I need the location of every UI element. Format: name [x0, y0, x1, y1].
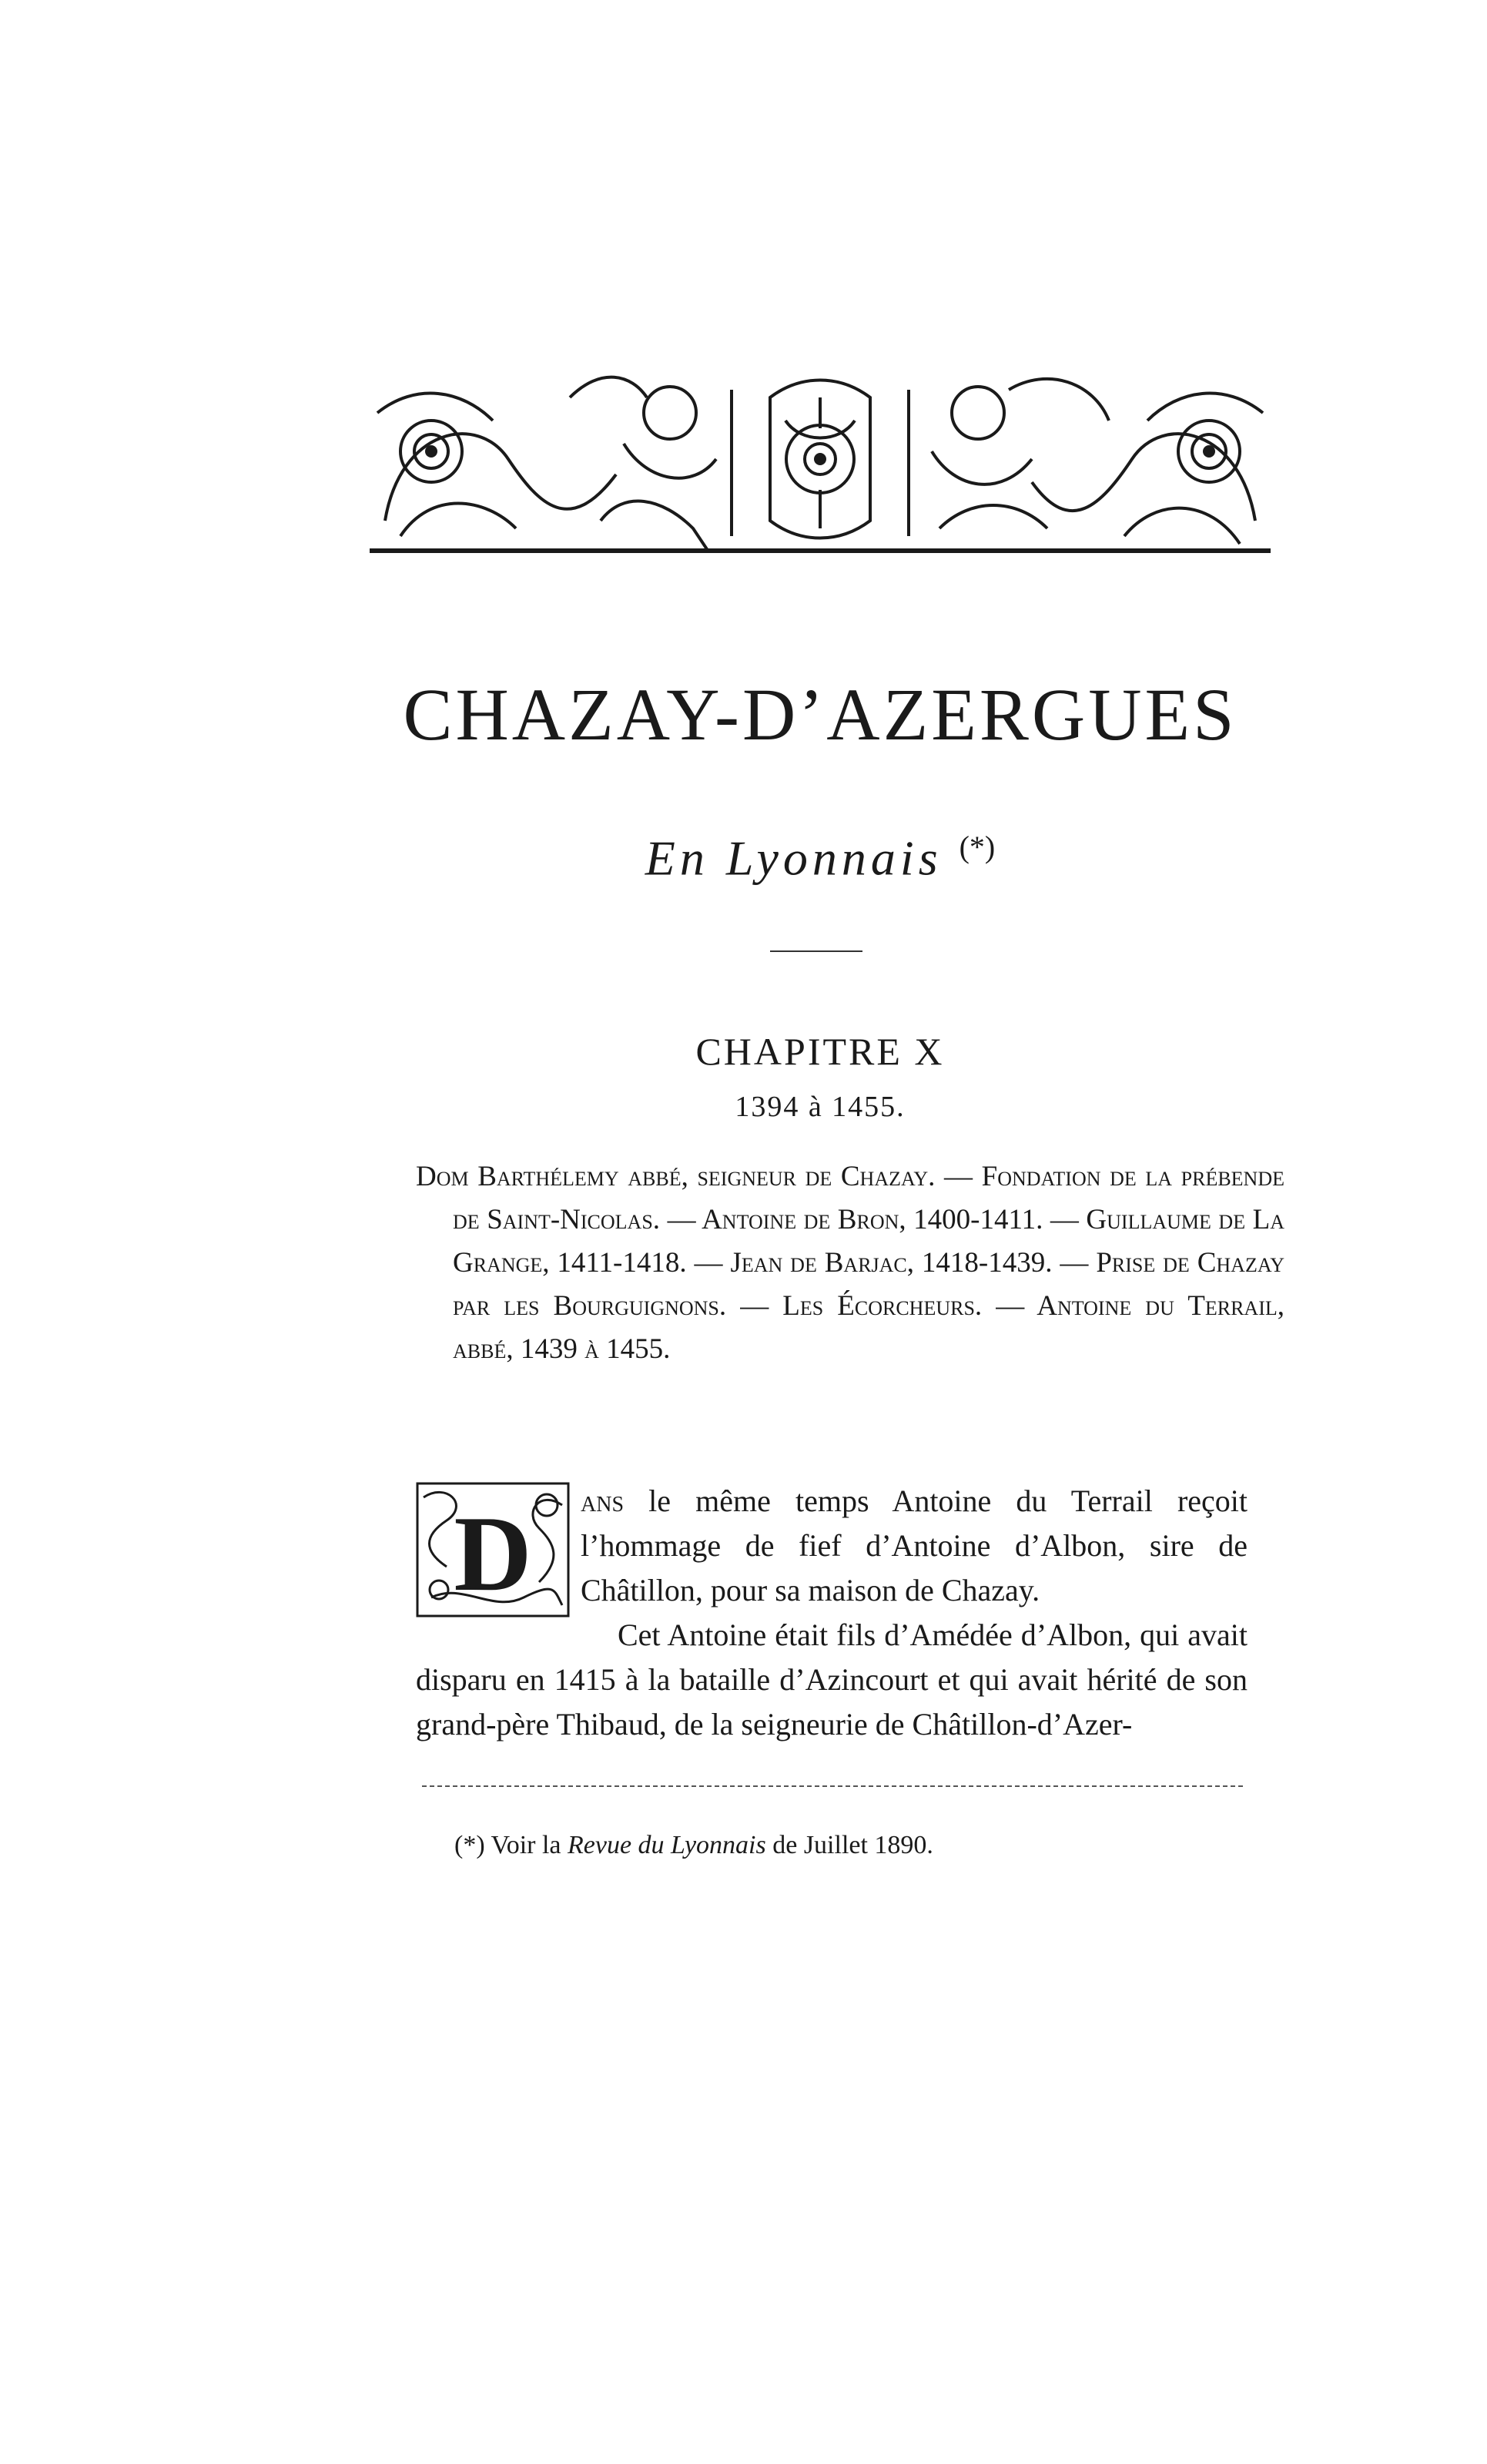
subtitle-text: En Lyonnais: [645, 830, 943, 886]
svg-text:D: D: [454, 1494, 532, 1614]
paragraph-2: Cet Antoine était fils d’Amédée d’Albon, qui avait disparu en 1415 à la bataille d’Azincourt et qui avait hérité de son grand-père Thibaud, de la seigneurie de Châtillon-d’Azer-: [416, 1618, 1248, 1742]
body-text: [416, 1479, 1248, 1747]
ornamental-dropcap: [416, 1482, 570, 1618]
footnote-prefix: (*) Voir la: [454, 1831, 568, 1859]
footnote: [454, 1830, 1248, 1862]
subtitle: [370, 830, 1271, 886]
footnote-marker: (*): [959, 830, 996, 864]
chapter-heading: CHAPITRE X: [695, 1030, 945, 1073]
footnote-rest: de Juillet 1890.: [765, 1831, 933, 1859]
divider-short: [770, 950, 862, 952]
paragraph-lead: ans: [581, 1483, 625, 1518]
footnote-divider: [422, 1785, 1243, 1787]
page-title: CHAZAY-D’AZERGUES: [403, 673, 1237, 756]
paragraph-1: le même temps Antoine du Terrail reçoit l’hommage de fief d’Antoine d’Albon, sire de Châtillon, pour sa maison de Chazay.: [581, 1483, 1248, 1607]
chapter-summary: Dom Barthélemy abbé, seigneur de Chazay. — Fondation de la prébende de Saint-Nicolas. — Antoine de Bron, 1400-1411. — Guillaume de La Grange, 1411-1418. — Jean de Barjac, 1418-1439. — Prise de Chazay par les Bourguignons. — Les Écorcheurs. — Antoine du Terrail, abbé, 1439 à 1455.: [416, 1161, 1284, 1365]
ornamental-headpiece: [370, 367, 1271, 559]
footnote-journal: Revue du Lyonnais: [568, 1831, 766, 1859]
chapter-dates: 1394 à 1455.: [735, 1091, 906, 1123]
